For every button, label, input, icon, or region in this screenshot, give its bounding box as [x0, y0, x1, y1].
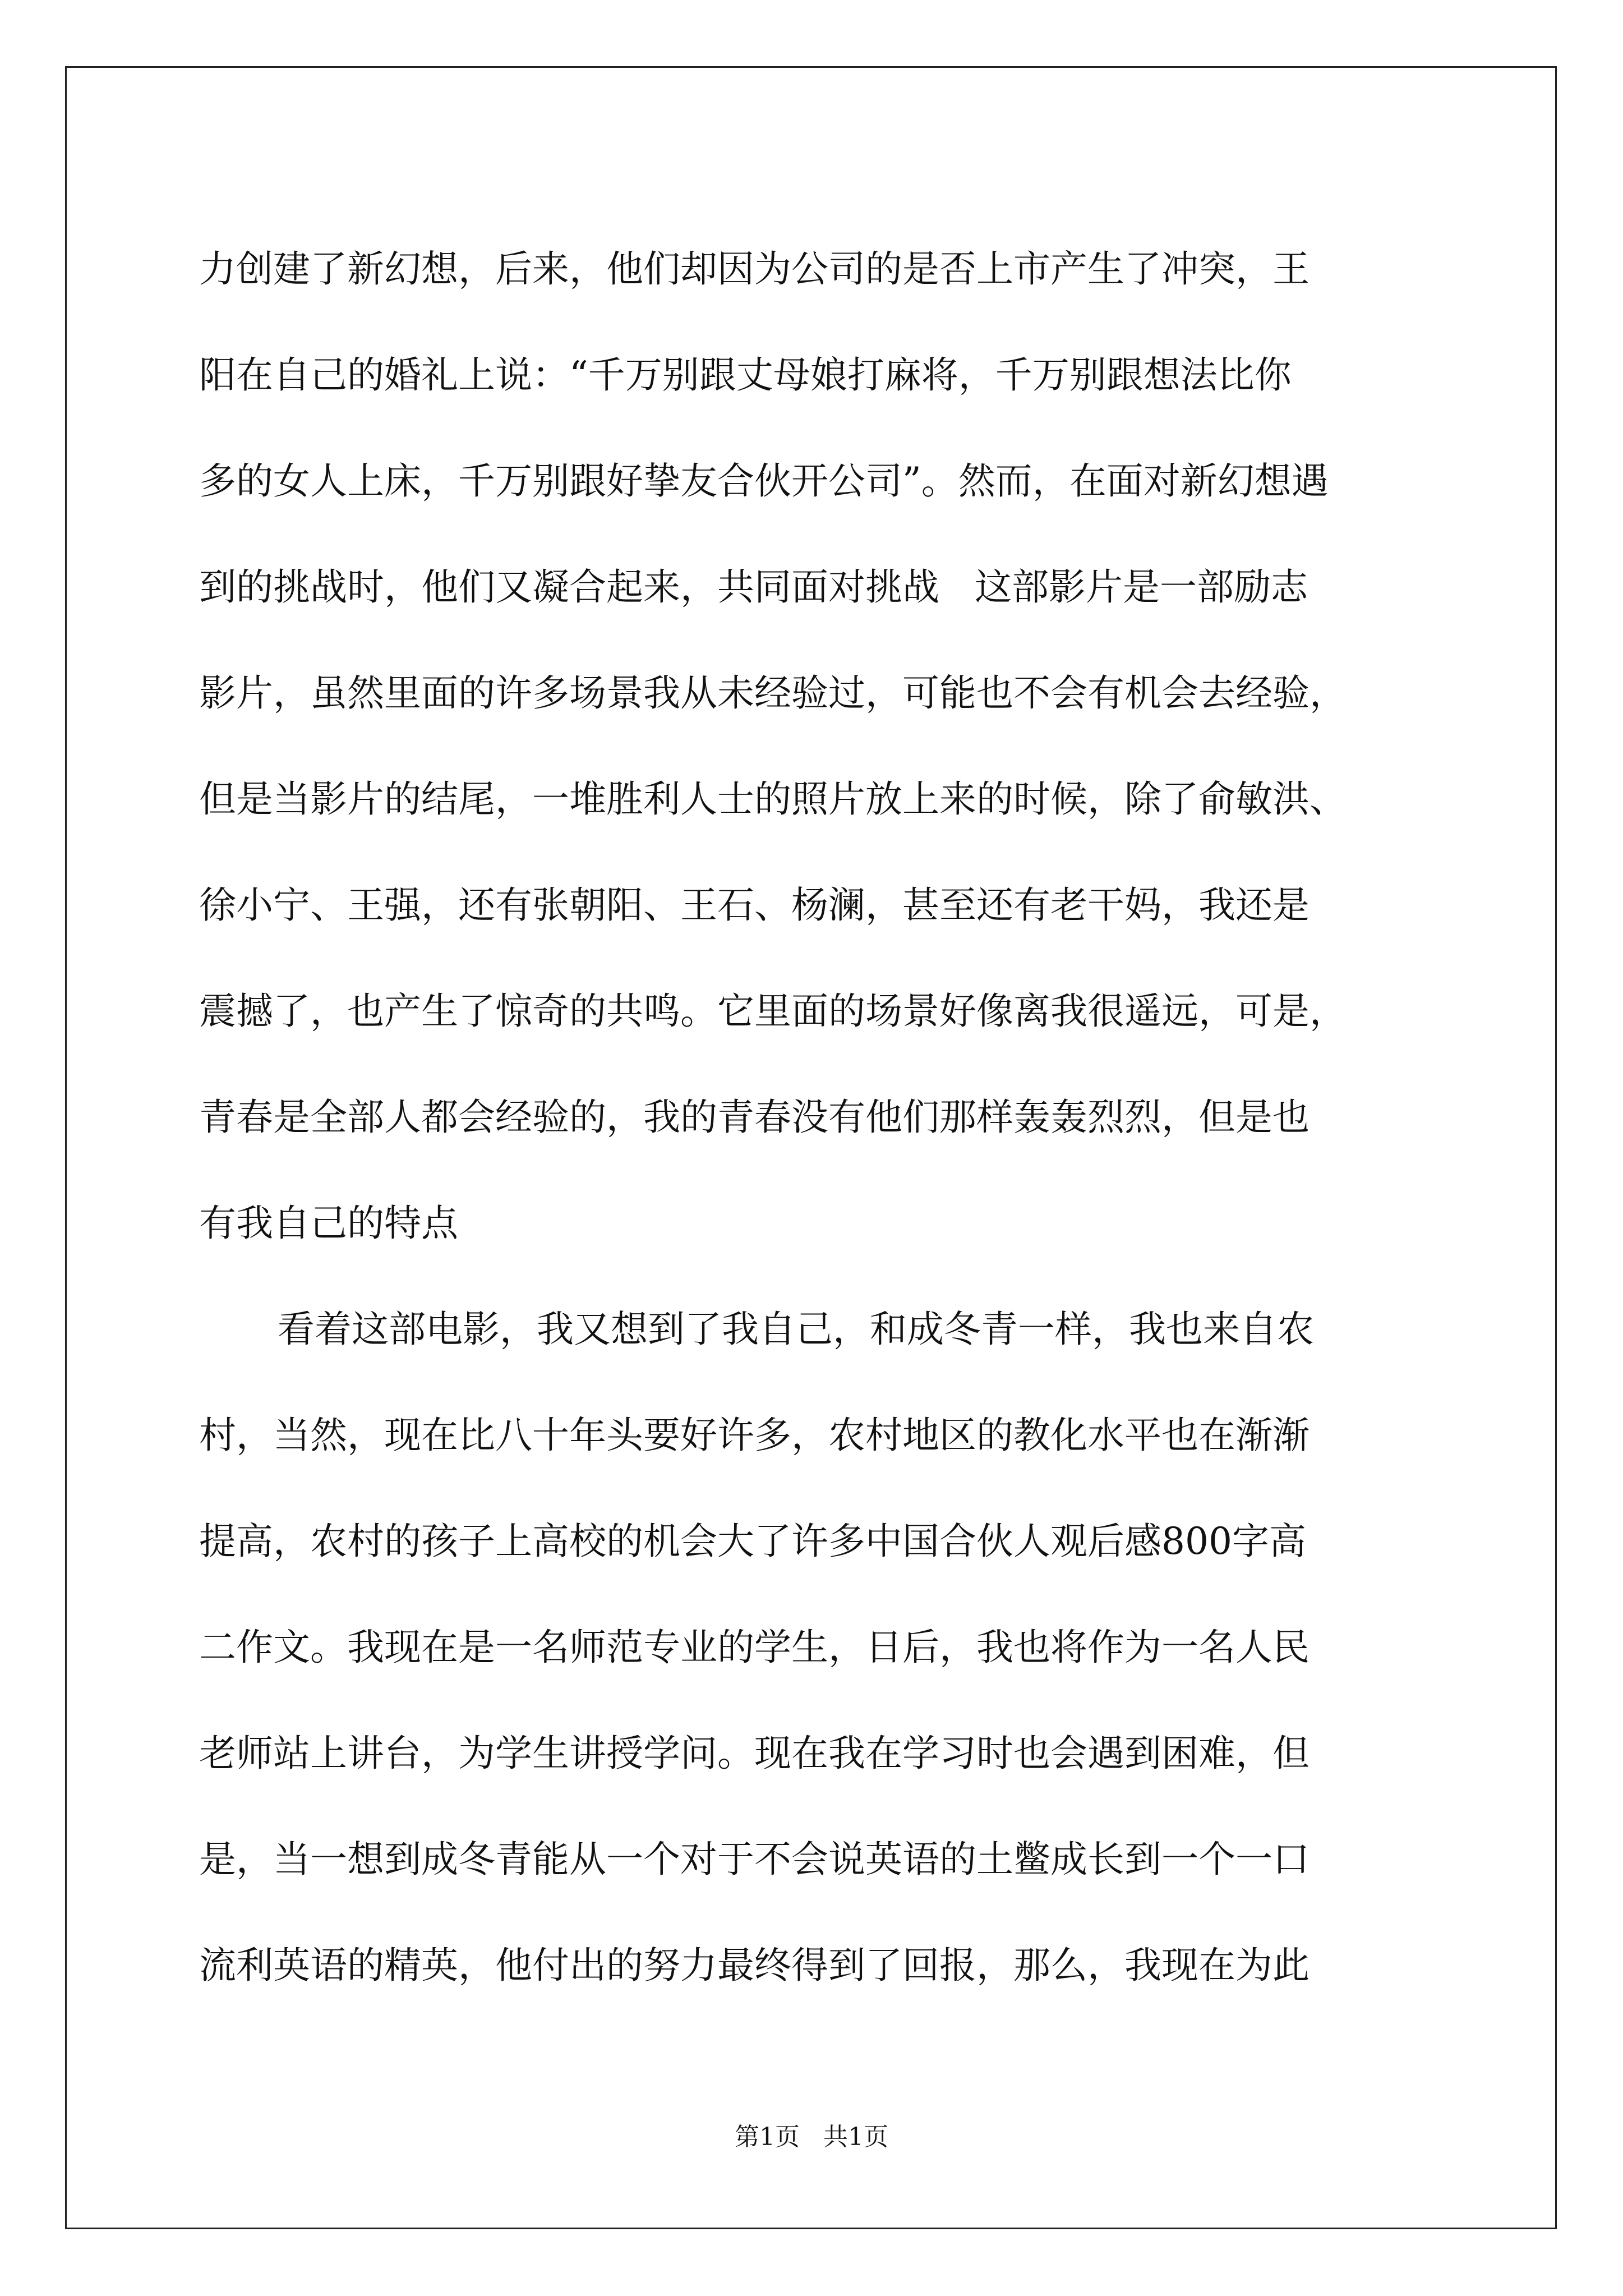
text-line: 流利英语的精英，他付出的努力最终得到了回报，那么，我现在为此	[199, 1944, 1310, 1987]
text-line: 有我自己的特点	[199, 1202, 458, 1245]
text-line: 老师站上讲台，为学生讲授学问。现在我在学习时也会遇到困难，但	[199, 1732, 1310, 1775]
paragraph-first-line: 看着这部电影，我又想到了我自己，和成冬青一样，我也来自农	[278, 1308, 1314, 1351]
text-line: 到的挑战时，他们又凝合起来，共同面对挑战 这部影片是一部励志	[199, 565, 1308, 609]
text-line: 是，当一想到成冬青能从一个对于不会说英语的土鳖成长到一个一口	[199, 1838, 1310, 1881]
text-line: 青春是全部人都会经验的，我的青春没有他们那样轰轰烈烈，但是也	[199, 1096, 1310, 1139]
text-line: 二作文。我现在是一名师范专业的学生，日后，我也将作为一名人民	[199, 1626, 1310, 1669]
text-line: 村，当然，现在比八十年头要好许多，农村地区的教化水平也在渐渐	[199, 1414, 1310, 1457]
text-line: 力创建了新幻想，后来，他们却因为公司的是否上市产生了冲突，王	[199, 247, 1310, 291]
text-line: 震撼了，也产生了惊奇的共鸣。它里面的场景好像离我很遥远，可是，	[199, 990, 1347, 1033]
document-body	[199, 216, 1424, 2018]
page-footer: 第1页 共1页	[735, 2123, 888, 2151]
text-line: 阳在自己的婚礼上说：“千万别跟丈母娘打麻将，千万别跟想法比你	[199, 353, 1292, 397]
text-line: 多的女人上床，千万别跟好挚友合伙开公司”。然而，在面对新幻想遇	[199, 459, 1329, 503]
text-line: 影片，虽然里面的许多场景我从未经验过，可能也不会有机会去经验，	[199, 671, 1347, 715]
text-line: 但是当影片的结尾，一堆胜利人士的照片放上来的时候，除了俞敏洪、	[199, 777, 1347, 821]
text-line: 提高，农村的孩子上高校的机会大了许多中国合伙人观后感800字高	[199, 1520, 1306, 1563]
text-line: 徐小宁、王强，还有张朝阳、王石、杨澜，甚至还有老干妈，我还是	[199, 884, 1310, 927]
